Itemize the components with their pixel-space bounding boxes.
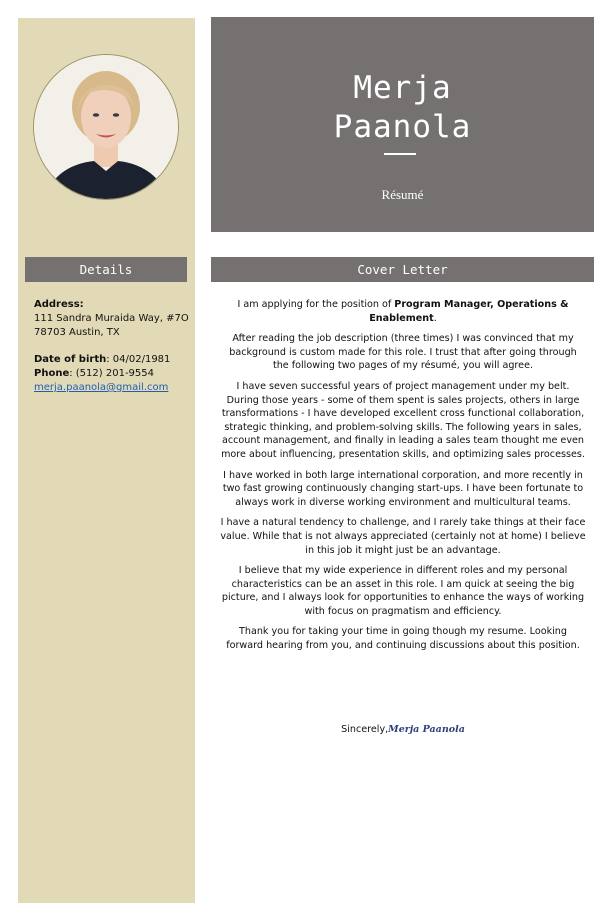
phone-label: Phone xyxy=(34,368,70,379)
paragraph-2: After reading the job description (three times) I was convinced that my background is custom made for this role. I trust that after going through the following two pages of my résumé, you will agree. xyxy=(229,333,577,372)
email-link[interactable]: merja.paanola@gmail.com xyxy=(34,382,169,393)
signature: Merja Paanola xyxy=(388,724,465,735)
paragraph-4: I have worked in both large international corporation, and more recently in two fast growing continuously changing start-ups. I have been fortunate to always work in diverse working environment and multicultural teams. xyxy=(222,469,584,508)
phone xyxy=(34,367,189,381)
dob-value: : 04/02/1981 xyxy=(106,354,171,365)
paragraph-7: Thank you for taking your time in going though my resume. Looking forward hearing from you, and continuing discussions about this position. xyxy=(226,626,580,652)
name-banner xyxy=(211,17,594,232)
document-subtitle: Résumé xyxy=(381,187,424,202)
first-name: Merja xyxy=(353,70,452,106)
intro-period: . xyxy=(433,312,437,324)
closing: Sincerely, xyxy=(341,724,389,735)
paragraph-intro xyxy=(220,298,586,325)
cover-letter-body xyxy=(220,298,586,660)
paragraph-3: I have seven successful years of project management under my belt. During those years - some of them spent is sales projects, others in large transformations - I have developed excellent cross functional collaboration, strategic thinking, and problem-solving skills. The following years in sales, account management, and finally in leading a sales team thought me even more about influencing, presentation skills, and optimizing sales processes. xyxy=(221,380,585,460)
details-heading: Details xyxy=(25,257,187,282)
sign-off xyxy=(220,723,586,737)
address-label: Address: xyxy=(34,299,84,310)
position-title: Program Manager, Operations & Enablement xyxy=(369,299,569,324)
intro-text: I am applying for the position of xyxy=(237,299,395,310)
address-line-2: 78703 Austin, TX xyxy=(34,327,120,338)
title-divider xyxy=(384,153,416,155)
phone-value: : (512) 201-9554 xyxy=(69,368,154,379)
paragraph-5: I have a natural tendency to challenge, and I rarely take things at their face value. While that is not always appreciated (certainly not at home) I believe in this job it might just be an advantage. xyxy=(220,517,586,556)
dob-label: Date of birth xyxy=(34,354,107,365)
last-name: Paanola xyxy=(333,109,472,145)
date-of-birth xyxy=(34,353,189,367)
contact-details xyxy=(34,298,189,395)
paragraph-6: I believe that my wide experience in different roles and my personal characteristics can be an asset in this role. I am quick at seeing the big picture, and I always look for opportunities to enhance the ways of working with focus on pragmatism and efficiency. xyxy=(221,565,585,617)
address-line-1: 111 Sandra Muraida Way, #7O xyxy=(34,313,189,324)
profile-photo xyxy=(33,54,179,200)
candidate-name xyxy=(211,69,594,147)
cover-letter-heading: Cover Letter xyxy=(211,257,594,282)
